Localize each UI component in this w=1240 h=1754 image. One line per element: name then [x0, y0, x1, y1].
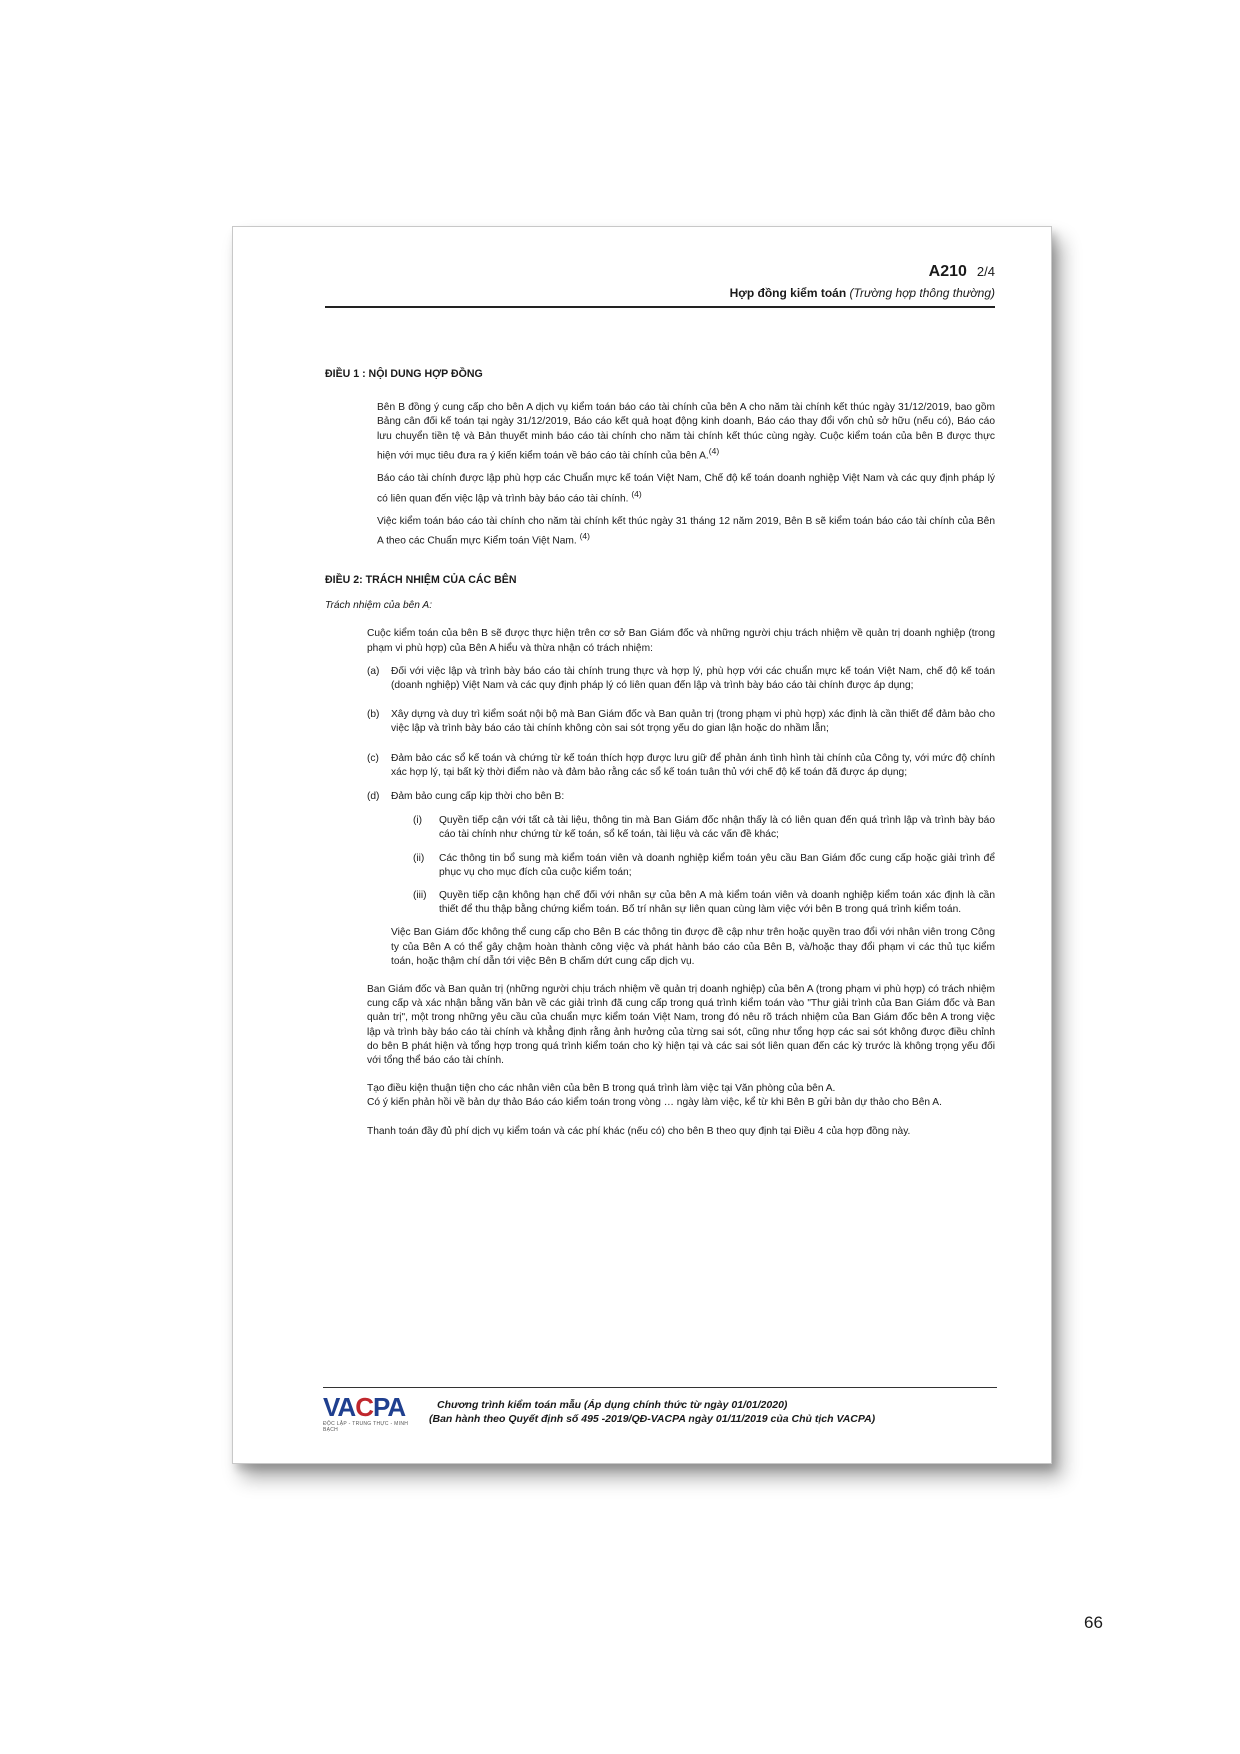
page-number: 66 — [1084, 1613, 1103, 1632]
footnote-ref: (4) — [708, 445, 720, 456]
vacpa-logo: VACPA ĐỘC LẬP - TRUNG THỰC - MINH BẠCH — [323, 1392, 409, 1433]
article-1-heading: ĐIỀU 1 : NỘI DUNG HỢP ĐỒNG — [325, 368, 483, 380]
article-1-paragraph: Bên B đồng ý cung cấp cho bên A dịch vụ kiểm toán báo cáo tài chính của bên A cho năm tài chính kết thúc ngày 31/12/2019, bao gồm Bảng cân đối kế toán tại ngày 31/12/2019, Báo cáo kết quả hoạt động kinh doanh, Báo cáo thay đổi vốn chủ sở hữu (nếu có), Báo cáo lưu chuyển tiền tệ và Bản thuyết minh báo cáo tài chính cho năm tài chính kết thúc cùng ngày. Cuộc kiểm toán của bên B được thực hiện với mục tiêu đưa ra ý kiến kiểm toán về báo cáo tài chính của bên A.$^{(4)}$ — [377, 402, 995, 462]
form-page: 2/4 — [976, 264, 995, 279]
footer-text: Chương trình kiểm toán mẫu (Áp dụng chính thức từ ngày 01/01/2020) (Ban hành theo Quyết định số 495 -2019/QĐ-VACPA ngày 01/11/2019 của Chủ tịch VACPA) — [429, 1399, 876, 1425]
list-item: (d) Đảm bảo cung cấp kịp thời cho bên B: — [367, 791, 565, 803]
paragraph: Có ý kiến phản hồi về bản dự thảo Báo cáo kiểm toán trong vòng … ngày làm việc, kể từ khi Bên B gửi bản dự thảo cho Bên A. — [367, 1097, 942, 1109]
footnote-ref: (4) — [631, 488, 642, 499]
article-1-paragraph: Báo cáo tài chính được lập phù hợp các Chuẩn mực kế toán Việt Nam, Chế độ kế toán doanh nghiệp Việt Nam và các quy định pháp lý có liên quan đến việc lập và trình bày báo cáo tài chính. $^{(4)}$ — [377, 473, 995, 504]
paragraph: Việc Ban Giám đốc không thể cung cấp cho Bên B các thông tin được đề cập như trên hoặc quyền trao đổi với nhân viên trong Công ty của Bên A có thể gây chậm hoàn thành công việc và phát hành báo cáo của Bên B, và/hoặc thay đổi phạm vi các thủ tục kiểm toán, hoặc thậm chí dẫn tới việc Bên B chấm dứt cung cấp dịch vụ. — [391, 927, 995, 967]
article-2-intro: Cuộc kiểm toán của bên B sẽ được thực hiện trên cơ sở Ban Giám đốc và những người chịu trách nhiệm về quản trị doanh nghiệp (trong phạm vi phù hợp) của Bên A hiểu và thừa nhận có trách nhiệm: — [367, 628, 995, 654]
page-header — [325, 263, 995, 308]
header-title-note: (Trường hợp thông thường) — [849, 286, 995, 300]
header-title: Hợp đồng kiểm toán (Trường hợp thông thường) — [729, 286, 995, 300]
footnote-ref: (4) — [579, 531, 590, 542]
document-body — [325, 367, 995, 1148]
form-code: A210 — [928, 263, 967, 280]
sub-list-item: (ii) Các thông tin bổ sung mà kiểm toán viên và doanh nghiệp kiểm toán yêu cầu Ban Giám đốc cung cấp hoặc giải trình để phục vụ cho mục đích của cuộc kiểm toán; — [413, 852, 995, 878]
list-item: (b) Xây dựng và duy trì kiểm soát nội bộ mà Ban Giám đốc và Ban quản trị (trong phạm vi phù hợp) xác định là cần thiết để đảm bảo cho việc lập và trình bày báo cáo tài chính không còn sai sót trọng yếu do gian lận hoặc do nhầm lẫn; — [367, 709, 995, 735]
sub-list-item: (i) Quyền tiếp cận với tất cả tài liệu, thông tin mà Ban Giám đốc nhận thấy là có liên quan đến quá trình lập và trình bày báo cáo tài chính như chứng từ kế toán, sổ kế toán, tài liệu và các vấn đề khác; — [413, 815, 995, 841]
paragraph: Tạo điều kiện thuận tiện cho các nhân viên của bên B trong quá trình làm việc tại Văn phòng của bên A. — [367, 1083, 836, 1095]
article-2-subheading: Trách nhiệm của bên A: — [325, 600, 433, 612]
document-page — [232, 226, 1052, 1464]
article-1-paragraph: Việc kiểm toán báo cáo tài chính cho năm tài chính kết thúc ngày 31 tháng 12 năm 2019, Bên B sẽ kiểm toán báo cáo tài chính của Bên A theo các Chuẩn mực Kiểm toán Việt Nam. $^{(4)}$ — [377, 516, 995, 547]
paragraph: Ban Giám đốc và Ban quản trị (những người chịu trách nhiệm về quản trị doanh nghiệp) của bên A (trong phạm vi phù hợp) có trách nhiệm cung cấp và xác nhận bằng văn bản về các giải trình đã cung cấp trong quá trình kiểm toán vào "Thư giải trình của Ban Giám đốc và Ban quản trị", một trong những yêu cầu của chuẩn mực kiểm toán Việt Nam, trong đó nêu rõ trách nhiệm của Ban Giám đốc bên A trong việc lập và trình bày báo cáo tài chính và khẳng định rằng ảnh hưởng của từng sai sót, cũng như tổng hợp các sai sót không được điều chỉnh do bên B phát hiện và tổng hợp trong quá trình kiểm toán cho kỳ hiện tại và các sai sót liên quan đến các kỳ trước là không trọng yếu đối với tổng thể báo cáo tài chính. — [367, 984, 995, 1067]
paragraph: Thanh toán đầy đủ phí dịch vụ kiểm toán và các phí khác (nếu có) cho bên B theo quy định tại Điều 4 của hợp đồng này. — [367, 1125, 911, 1137]
sub-list-item: (iii) Quyền tiếp cận không hạn chế đối với nhân sự của bên A mà kiểm toán viên và doanh nghiệp kiểm toán xác định là cần thiết để thu thập bằng chứng kiểm toán. Bố trí nhân sự liên quan cùng làm việc với bên B trong quá trình kiểm toán. — [413, 890, 995, 916]
list-item: (a) Đối với việc lập và trình bày báo cáo tài chính trung thực và hợp lý, phù hợp với các chuẩn mực kế toán Việt Nam, chế độ kế toán (doanh nghiệp) Việt Nam và các quy định pháp lý có liên quan đến lập và trình bày báo cáo tài chính được áp dụng; — [367, 665, 995, 692]
list-item: (c) Đảm bảo các sổ kế toán và chứng từ kế toán thích hợp được lưu giữ để phản ánh tình hình tài chính của Công ty, với mức độ chính xác hợp lý, tại bất kỳ thời điểm nào và đảm bảo rằng các sổ kế toán tuân thủ với chế độ kế toán đã được áp dụng; — [367, 752, 995, 778]
article-2-heading: ĐIỀU 2: TRÁCH NHIỆM CỦA CÁC BÊN — [325, 574, 517, 586]
page-footer — [323, 1387, 997, 1433]
